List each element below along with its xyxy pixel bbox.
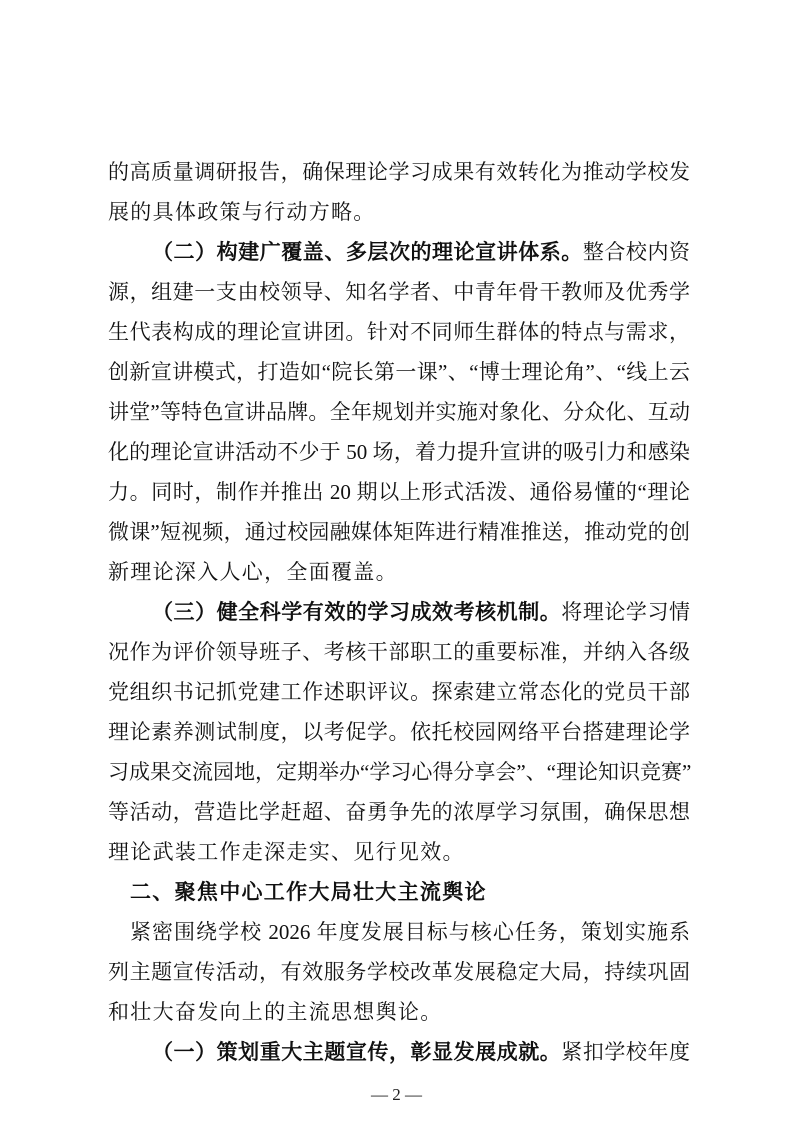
text-line [108, 712, 690, 752]
body-text: 创新宣讲模式，打造如“院长第一课”、“博士理论角”、“线上云 [108, 360, 690, 384]
text-line [108, 632, 690, 672]
body-text: 源，组建一支由校领导、知名学者、中青年骨干教师及优秀学 [108, 280, 690, 304]
body-text: 紧扣学校年度 [561, 1040, 691, 1064]
text-line [108, 272, 690, 312]
body-text: 等活动，营造比学赶超、奋勇争先的浓厚学习氛围，确保思想 [108, 800, 690, 824]
body-text: 讲堂”等特色宣讲品牌。全年规划并实施对象化、分众化、互动 [108, 400, 690, 424]
text-line [108, 352, 690, 392]
section-heading [130, 872, 690, 912]
body-text: 展的具体政策与行动方略。 [108, 200, 376, 224]
body-text: 新理论深入人心，全面覆盖。 [108, 560, 398, 584]
text-line [108, 832, 690, 872]
body-text: 整合校内资 [582, 240, 691, 264]
body-text: 和壮大奋发向上的主流思想舆论。 [108, 1000, 443, 1024]
body-text: 党组织书记抓党建工作述职评议。探索建立常态化的党员干部 [108, 680, 690, 704]
text-line [130, 912, 690, 952]
text-line [152, 592, 690, 632]
text-line [108, 432, 690, 472]
text-line [108, 552, 690, 592]
body-text: 习成果交流园地，定期举办“学习心得分享会”、“理论知识竞赛” [108, 760, 692, 784]
body-text: 化的理论宣讲活动不少于 50 场，着力提升宣讲的吸引力和感染 [108, 440, 690, 464]
body-text: 的高质量调研报告，确保理论学习成果有效转化为推动学校发 [108, 160, 690, 184]
text-line [108, 992, 690, 1032]
text-line [152, 232, 690, 272]
text-line [108, 312, 690, 352]
text-line [108, 472, 690, 512]
text-line [108, 952, 690, 992]
body-text: 列主题宣传活动，有效服务学校改革发展稳定大局，持续巩固 [108, 960, 690, 984]
text-line [108, 512, 690, 552]
text-line [108, 672, 690, 712]
text-line [108, 392, 690, 432]
body-text: 微课”短视频，通过校园融媒体矩阵进行精准推送，推动党的创 [108, 520, 690, 544]
body-text: 力。同时，制作并推出 20 期以上形式活泼、通俗易懂的“理论 [108, 480, 690, 504]
page-number: — 2 — [371, 1085, 422, 1104]
body-text: 将理论学习情 [561, 600, 691, 624]
body-text: 理论素养测试制度，以考促学。依托校园网络平台搭建理论学 [108, 720, 690, 744]
text-line [108, 192, 690, 232]
body-text: 理论武装工作走深走实、见行见效。 [108, 840, 465, 864]
text-line [108, 152, 690, 192]
body-text: 紧密围绕学校 2026 年度发展目标与核心任务，策划实施系 [130, 920, 690, 944]
body-text: 生代表构成的理论宣讲团。针对不同师生群体的特点与需求， [108, 320, 690, 344]
text-line [108, 792, 690, 832]
bold-heading-text: （二）构建广覆盖、多层次的理论宣讲体系。 [152, 240, 583, 264]
text-line [152, 1032, 690, 1072]
text-line [108, 752, 690, 792]
bold-heading-text: （一）策划重大主题宣传，彰显发展成就。 [152, 1040, 562, 1064]
bold-heading-text: 二、聚焦中心工作大局壮大主流舆论 [130, 880, 487, 904]
bold-heading-text: （三）健全科学有效的学习成效考核机制。 [152, 600, 562, 624]
body-text: 况作为评价领导班子、考核干部职工的重要标准，并纳入各级 [108, 640, 690, 664]
